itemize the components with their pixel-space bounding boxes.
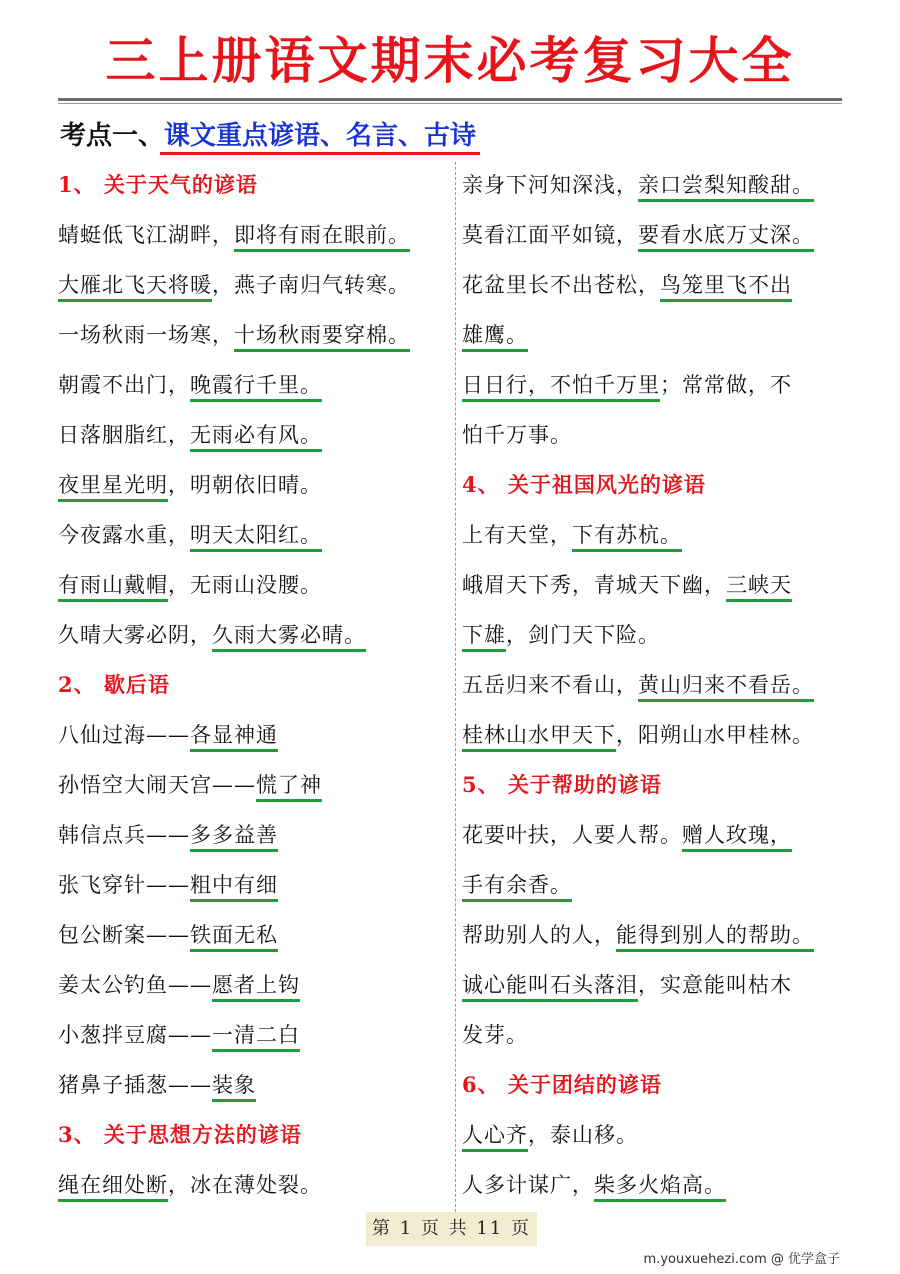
phrase: ；常常做，不 xyxy=(660,373,792,397)
underlined-phrase: 各显神通 xyxy=(190,723,278,752)
proverb-line xyxy=(462,360,862,410)
proverb-line xyxy=(462,310,862,360)
underlined-phrase: 人心齐 xyxy=(462,1123,528,1152)
underlined-phrase: 手有余香。 xyxy=(462,873,572,902)
phrase: 五岳归来不看山， xyxy=(462,673,638,697)
proverb-line xyxy=(58,960,453,1010)
underlined-phrase: 亲口尝梨知酸甜。 xyxy=(638,173,814,202)
underlined-phrase: 明天太阳红。 xyxy=(190,523,322,552)
phrase: 发芽。 xyxy=(462,1023,528,1047)
proverb-line xyxy=(462,260,862,310)
underlined-phrase: 粗中有细 xyxy=(190,873,278,902)
phrase: ，阳朔山水甲桂林。 xyxy=(616,723,814,747)
underlined-phrase: 鸟笼里飞不出 xyxy=(660,273,792,302)
underlined-phrase: 无雨必有风。 xyxy=(190,423,322,452)
phrase: 峨眉天下秀，青城天下幽， xyxy=(462,573,726,597)
proverb-line xyxy=(58,1160,453,1210)
proverb-line xyxy=(462,510,862,560)
underlined-phrase: 慌了神 xyxy=(256,773,322,802)
proverb-line xyxy=(58,1010,453,1060)
underlined-phrase: 夜里星光明 xyxy=(58,473,168,502)
phrase: ，无雨山没腰。 xyxy=(168,573,322,597)
proverb-line xyxy=(58,510,453,560)
source-credit: m.youxuehezi.com @ 优学盒子 xyxy=(643,1252,840,1267)
underlined-phrase: 要看水底万丈深。 xyxy=(638,223,814,252)
underlined-phrase: 铁面无私 xyxy=(190,923,278,952)
phrase: 韩信点兵—— xyxy=(58,823,190,847)
underlined-phrase: 有雨山戴帽 xyxy=(58,573,168,602)
phrase: 姜太公钓鱼—— xyxy=(58,973,212,997)
phrase: ，明朝依旧晴。 xyxy=(168,473,322,497)
right-column xyxy=(462,160,862,1210)
phrase: 花盆里长不出苍松， xyxy=(462,273,660,297)
phrase: 包公断案—— xyxy=(58,923,190,947)
kaodian-label: 考点一、 xyxy=(60,121,165,151)
section-heading: 3、 关于思想方法的谚语 xyxy=(58,1122,302,1147)
underlined-phrase: 柴多火焰高。 xyxy=(594,1173,726,1202)
section-heading: 5、 关于帮助的谚语 xyxy=(462,772,662,797)
phrase: 一场秋雨一场寒， xyxy=(58,323,234,347)
underlined-phrase: 装象 xyxy=(212,1073,256,1102)
underlined-phrase: 下有苏杭。 xyxy=(572,523,682,552)
underlined-phrase: 能得到别人的帮助。 xyxy=(616,923,814,952)
phrase: 上有天堂， xyxy=(462,523,572,547)
proverb-line xyxy=(462,210,862,260)
proverb-line xyxy=(462,610,862,660)
proverb-line xyxy=(58,560,453,610)
underlined-phrase: 大雁北飞天将暖 xyxy=(58,273,212,302)
left-column xyxy=(58,160,453,1210)
underlined-phrase: 赠人玫瑰， xyxy=(682,823,792,852)
kaodian-title: 课文重点谚语、名言、古诗 xyxy=(164,116,476,156)
underlined-phrase: 久雨大雾必晴。 xyxy=(212,623,366,652)
proverb-line xyxy=(58,810,453,860)
phrase: 朝霞不出门， xyxy=(58,373,190,397)
proverb-line xyxy=(462,810,862,860)
underlined-phrase: 黄山归来不看岳。 xyxy=(638,673,814,702)
underlined-phrase: 即将有雨在眼前。 xyxy=(234,223,410,252)
proverb-line xyxy=(462,910,862,960)
underlined-phrase: 雄鹰。 xyxy=(462,323,528,352)
proverb-line xyxy=(58,610,453,660)
proverb-line xyxy=(462,960,862,1010)
title-rule xyxy=(58,98,842,101)
phrase: ，泰山移。 xyxy=(528,1123,638,1147)
section-heading: 4、 关于祖国风光的谚语 xyxy=(462,472,706,497)
proverb-line xyxy=(462,1160,862,1210)
phrase: 人多计谋广， xyxy=(462,1173,594,1197)
proverb-line xyxy=(58,710,453,760)
proverb-line xyxy=(58,760,453,810)
title-rule-thin xyxy=(58,103,842,104)
proverb-line xyxy=(58,210,453,260)
proverb-line xyxy=(462,560,862,610)
proverb-line xyxy=(58,910,453,960)
underlined-phrase: 愿者上钩 xyxy=(212,973,300,1002)
proverb-line xyxy=(58,1060,453,1110)
phrase: 八仙过海—— xyxy=(58,723,190,747)
proverb-line xyxy=(462,160,862,210)
proverb-line xyxy=(58,260,453,310)
phrase: ，实意能叫枯木 xyxy=(638,973,792,997)
section-heading: 2、 歇后语 xyxy=(58,672,170,697)
phrase: 莫看江面平如镜， xyxy=(462,223,638,247)
phrase: 花要叶扶，人要人帮。 xyxy=(462,823,682,847)
column-divider xyxy=(455,162,456,1212)
page-title: 三上册语文期末必考复习大全 xyxy=(105,31,795,90)
proverb-line xyxy=(462,410,862,460)
underlined-phrase: 下雄 xyxy=(462,623,506,652)
underlined-phrase: 桂林山水甲天下 xyxy=(462,723,616,752)
proverb-line xyxy=(462,660,862,710)
phrase: 帮助别人的人， xyxy=(462,923,616,947)
underlined-phrase: 一清二白 xyxy=(212,1023,300,1052)
proverb-line xyxy=(58,360,453,410)
phrase: 小葱拌豆腐—— xyxy=(58,1023,212,1047)
proverb-line xyxy=(58,860,453,910)
kaodian-heading xyxy=(60,116,476,156)
proverb-line xyxy=(462,710,862,760)
phrase: 孙悟空大闹天宫—— xyxy=(58,773,256,797)
phrase: 张飞穿针—— xyxy=(58,873,190,897)
phrase: 久晴大雾必阴， xyxy=(58,623,212,647)
section-heading: 6、 关于团结的谚语 xyxy=(462,1072,662,1097)
phrase: ，燕子南归气转寒。 xyxy=(212,273,410,297)
proverb-line xyxy=(462,1110,862,1160)
underlined-phrase: 十场秋雨要穿棉。 xyxy=(234,323,410,352)
phrase: 日落胭脂红， xyxy=(58,423,190,447)
proverb-line xyxy=(462,860,862,910)
phrase: 蜻蜓低飞江湖畔， xyxy=(58,223,234,247)
phrase: ，冰在薄处裂。 xyxy=(168,1173,322,1197)
proverb-line xyxy=(58,460,453,510)
page-number: 第 1 页 共 11 页 xyxy=(366,1212,537,1246)
phrase: 怕千万事。 xyxy=(462,423,572,447)
proverb-line xyxy=(58,310,453,360)
proverb-line xyxy=(58,410,453,460)
underlined-phrase: 绳在细处断 xyxy=(58,1173,168,1202)
proverb-line xyxy=(462,1010,862,1060)
underlined-phrase: 三峡天 xyxy=(726,573,792,602)
underlined-phrase: 日日行，不怕千万里 xyxy=(462,373,660,402)
underlined-phrase: 多多益善 xyxy=(190,823,278,852)
phrase: 猪鼻子插葱—— xyxy=(58,1073,212,1097)
underlined-phrase: 诚心能叫石头落泪 xyxy=(462,973,638,1002)
underlined-phrase: 晚霞行千里。 xyxy=(190,373,322,402)
phrase: 今夜露水重， xyxy=(58,523,190,547)
phrase: ，剑门天下险。 xyxy=(506,623,660,647)
phrase: 亲身下河知深浅， xyxy=(462,173,638,197)
section-heading: 1、 关于天气的谚语 xyxy=(58,172,258,197)
